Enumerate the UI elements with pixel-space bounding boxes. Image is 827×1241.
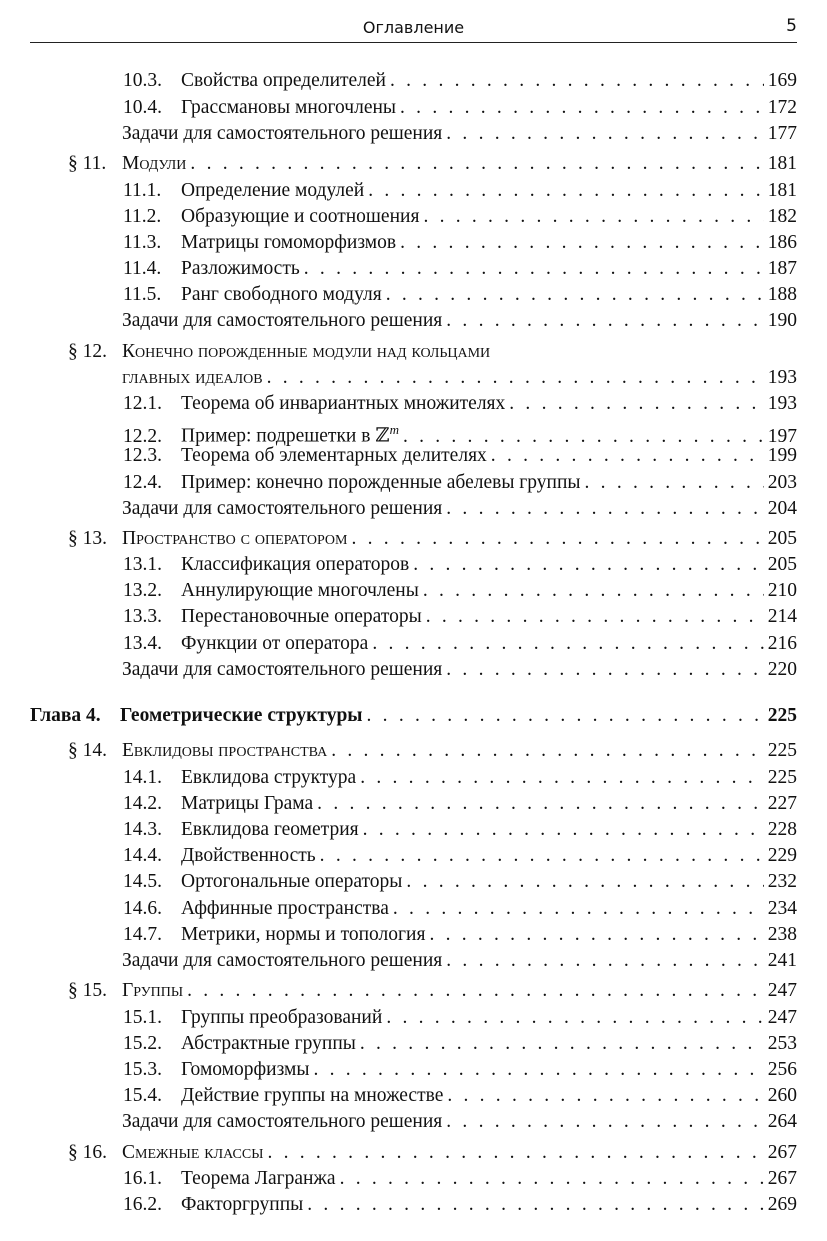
toc-entry-title <box>181 604 422 630</box>
toc-entry-title-text: Смежные классы <box>122 1142 264 1163</box>
toc-entry-title-text: Двойственность <box>181 845 316 866</box>
toc-entry-number: 12.1. <box>123 393 162 414</box>
toc-entry[interactable] <box>30 470 797 496</box>
toc-entry[interactable] <box>30 1057 797 1083</box>
toc-entry-title <box>120 703 363 729</box>
toc-entry[interactable] <box>30 151 797 177</box>
toc-entry[interactable] <box>30 95 797 121</box>
toc-entry-number: 12.2. <box>123 425 162 447</box>
toc-entry-title <box>181 470 581 496</box>
toc-entry-title-text: Факторгруппы <box>181 1194 304 1215</box>
toc-entry-title-text: главных идеалов <box>122 367 263 388</box>
toc-entry[interactable] <box>30 1109 797 1135</box>
toc-entry-number: 14.1. <box>123 767 162 788</box>
toc-entry-title-text: Евклидова геометрия <box>181 819 359 840</box>
toc-entry-page: 225 <box>767 767 797 788</box>
toc-entry-page: 181 <box>767 180 797 201</box>
toc-entry-page: 205 <box>767 554 797 575</box>
toc-entry-title-text: Перестановочные операторы <box>181 606 422 627</box>
toc-entry-title-text: Матрицы Грама <box>181 793 314 814</box>
toc-entry-page: 269 <box>767 1194 797 1215</box>
dot-leader <box>367 703 764 729</box>
toc-entry-title <box>181 1005 382 1031</box>
toc-entry[interactable] <box>30 365 797 391</box>
toc-entry[interactable] <box>30 1005 797 1031</box>
toc-entry-page: 264 <box>767 1111 797 1132</box>
toc-entry-title-text: Задачи для самостоятельного решения <box>122 123 443 144</box>
toc-entry[interactable] <box>30 1140 797 1166</box>
toc-entry-title <box>181 1083 443 1109</box>
dot-leader <box>386 1005 763 1031</box>
toc-entry-title-text: Теорема об инвариантных множителях <box>181 393 506 414</box>
dot-leader <box>446 308 763 334</box>
dot-leader <box>491 443 764 469</box>
toc-entry-title-text: Евклидова структура <box>181 767 357 788</box>
toc-entry-number: 14.7. <box>123 924 162 945</box>
toc-entry-number: 13.4. <box>123 633 162 654</box>
dot-leader <box>446 948 763 974</box>
toc-entry[interactable] <box>30 791 797 817</box>
toc-entry-page: 267 <box>767 1168 797 1189</box>
toc-entry-title <box>122 121 442 147</box>
dot-leader <box>372 631 763 657</box>
toc-entry-title <box>181 578 419 604</box>
toc-entry[interactable] <box>30 552 797 578</box>
dot-leader <box>429 922 763 948</box>
toc-entry-page: 177 <box>767 123 797 144</box>
toc-entry-page: 216 <box>767 633 797 654</box>
toc-entry[interactable] <box>30 68 797 94</box>
toc-entry-number: 14.3. <box>123 819 162 840</box>
toc-entry-page: 186 <box>767 232 797 253</box>
toc-entry-title <box>122 657 442 683</box>
toc-entry-title-text: Разложимость <box>181 258 300 279</box>
toc-entry-title <box>181 765 356 791</box>
toc-entry-title-text: Действие группы на множестве <box>181 1085 444 1106</box>
toc-entry-title-text: Грассмановы многочлены <box>181 97 397 118</box>
toc-entry-page: 203 <box>767 472 797 493</box>
toc-entry[interactable] <box>30 978 797 1004</box>
toc-entry[interactable] <box>30 308 797 334</box>
toc-entry-page: 181 <box>767 153 797 174</box>
toc-entry-title-text: Аффинные пространства <box>181 898 389 919</box>
toc-entry-title <box>181 1057 309 1083</box>
toc-entry-number: § 12. <box>68 341 107 362</box>
toc-entry-page: 234 <box>767 898 797 919</box>
toc-entry[interactable] <box>30 817 797 843</box>
toc-entry-number: § 14. <box>68 740 107 761</box>
toc-entry-title-text: Ортогональные операторы <box>181 871 403 892</box>
toc-entry-title-text: Задачи для самостоятельного решения <box>122 498 443 519</box>
dot-leader <box>446 496 763 522</box>
toc-entry-title-text: Пространство с оператором <box>122 528 348 549</box>
toc-entry-page: 169 <box>767 70 797 91</box>
header-page-number: 5 <box>786 16 797 36</box>
toc-entry-page: 256 <box>767 1059 797 1080</box>
toc-entry-page: 193 <box>767 393 797 414</box>
toc-entry[interactable] <box>30 1166 797 1192</box>
toc-entry-page: 227 <box>767 793 797 814</box>
dot-leader <box>400 230 764 256</box>
toc-entry-page: 229 <box>767 845 797 866</box>
toc-entry-title <box>181 631 368 657</box>
toc-entry-number: Глава 4. <box>30 705 101 726</box>
toc-entry[interactable] <box>30 896 797 922</box>
toc-entry[interactable] <box>30 230 797 256</box>
toc-entry-title-text: Модули <box>122 153 187 174</box>
toc-entry-title-text: Пример: конечно порожденные абелевы группы <box>181 472 581 493</box>
toc-entry-title <box>122 151 186 177</box>
dot-leader <box>331 738 764 764</box>
dot-leader <box>313 1057 763 1083</box>
toc-entry-number: 16.2. <box>123 1194 162 1215</box>
toc-entry-page: 188 <box>767 284 797 305</box>
toc-entry[interactable] <box>30 738 797 764</box>
toc-entry-page: 199 <box>767 445 797 466</box>
toc-entry-number: 10.4. <box>123 97 162 118</box>
toc-entry-number: § 16. <box>68 1142 107 1163</box>
toc-entry-title <box>181 896 389 922</box>
dot-leader <box>413 552 764 578</box>
toc-entry[interactable] <box>30 526 797 552</box>
toc-entry-page: 228 <box>767 819 797 840</box>
toc-entry-number: § 15. <box>68 980 107 1001</box>
toc-entry-title-text: Определение модулей <box>181 180 365 201</box>
toc-entry-title-text: Функции от оператора <box>181 633 369 654</box>
toc-entry-title-text: Аннулирующие многочлены <box>181 580 419 601</box>
toc-entry[interactable] <box>30 922 797 948</box>
toc-entry-title-text: Евклидовы пространства <box>122 740 328 761</box>
toc-entry-page: 197 <box>767 425 797 447</box>
toc-entry-title-text: Задачи для самостоятельного решения <box>122 1111 443 1132</box>
dot-leader <box>307 1192 763 1218</box>
toc-entry[interactable] <box>30 631 797 657</box>
header-title: Оглавление <box>362 18 465 37</box>
toc-entry-title <box>122 526 348 552</box>
toc-entry-title-text: Метрики, нормы и топология <box>181 924 426 945</box>
toc-entry-title <box>181 95 396 121</box>
dot-leader <box>390 68 764 94</box>
toc-entry[interactable] <box>30 496 797 522</box>
toc-entry-title <box>181 256 300 282</box>
dot-leader <box>426 604 764 630</box>
toc-entry-number: 11.2. <box>123 206 162 227</box>
toc-entry-title-text: Пример: подрешетки в ℤ <box>181 425 390 447</box>
toc-entry-page: 238 <box>767 924 797 945</box>
toc-entry-title <box>181 1166 336 1192</box>
toc-entry-title <box>181 843 316 869</box>
toc-entry-number: § 13. <box>68 528 107 549</box>
dot-leader <box>386 282 764 308</box>
toc-entry-number: 11.5. <box>123 284 162 305</box>
dot-leader <box>190 151 763 177</box>
dot-leader <box>363 817 764 843</box>
toc-entry-page: 214 <box>767 606 797 627</box>
toc-entry-page: 204 <box>767 498 797 519</box>
toc-entry[interactable] <box>30 703 797 729</box>
dot-leader <box>393 896 764 922</box>
toc-entry-title <box>181 443 487 469</box>
toc-entry-title <box>181 817 359 843</box>
toc-entry-title <box>181 282 382 308</box>
toc-entry[interactable] <box>30 417 797 447</box>
toc-entry-page: 241 <box>767 950 797 971</box>
dot-leader <box>585 470 764 496</box>
toc-entry-title <box>122 339 490 365</box>
toc-entry[interactable] <box>30 843 797 869</box>
toc-entry-title-text: Задачи для самостоятельного решения <box>122 310 443 331</box>
toc-entry[interactable] <box>30 1083 797 1109</box>
toc-entry-title <box>181 178 364 204</box>
dot-leader <box>447 1083 763 1109</box>
toc-entry-title <box>181 204 419 230</box>
toc-entry-title-text: Матрицы гомоморфизмов <box>181 232 397 253</box>
dot-leader <box>509 391 763 417</box>
toc-entry[interactable] <box>30 657 797 683</box>
dot-leader <box>423 578 764 604</box>
dot-leader <box>267 1140 763 1166</box>
toc-entry[interactable] <box>30 869 797 895</box>
dot-leader <box>400 95 764 121</box>
toc-entry-title-text: Группы <box>122 980 184 1001</box>
dot-leader <box>423 204 763 230</box>
toc-entry-title <box>181 230 396 256</box>
toc-entry-page: 193 <box>767 367 797 388</box>
toc-entry-page: 267 <box>767 1142 797 1163</box>
toc-entry-title-text: Геометрические структуры <box>120 705 363 726</box>
toc-entry[interactable] <box>30 178 797 204</box>
toc-entry[interactable] <box>30 391 797 417</box>
toc-entry[interactable] <box>30 578 797 604</box>
toc-entry-title <box>181 1192 303 1218</box>
toc-entry-number: 14.6. <box>123 898 162 919</box>
dot-leader <box>446 121 763 147</box>
toc-entry-title <box>122 496 442 522</box>
dot-leader <box>340 1166 764 1192</box>
dot-leader <box>320 843 764 869</box>
toc-entry-page: 172 <box>767 97 797 118</box>
toc-entry-title-text: Ранг свободного модуля <box>181 284 382 305</box>
toc-entry-title <box>122 1140 263 1166</box>
toc-entry-title-text: Образующие и соотношения <box>181 206 420 227</box>
toc-entry-page: 190 <box>767 310 797 331</box>
toc-entry-title <box>181 1031 356 1057</box>
toc-entry-title <box>122 1109 442 1135</box>
toc-entry-number: 14.4. <box>123 845 162 866</box>
dot-leader <box>360 1031 764 1057</box>
toc-entry-number: 12.4. <box>123 472 162 493</box>
toc-entry[interactable] <box>30 204 797 230</box>
toc-entry-title-text: Конечно порожденные модули над кольцами <box>122 341 491 362</box>
toc-entry-number: 13.3. <box>123 606 162 627</box>
toc-entry-number: § 11. <box>68 153 107 174</box>
toc-entry-page: 232 <box>767 871 797 892</box>
toc-entry-title <box>181 791 313 817</box>
toc-entry-title <box>122 978 183 1004</box>
toc-entry-title <box>181 869 402 895</box>
toc-entry-number: 11.4. <box>123 258 162 279</box>
toc-entry-page: 247 <box>767 980 797 1001</box>
toc-entry-title <box>122 308 442 334</box>
toc-entry-title <box>181 922 425 948</box>
toc-entry-number: 14.5. <box>123 871 162 892</box>
toc-entry-title <box>181 391 505 417</box>
toc-entry-number: 14.2. <box>123 793 162 814</box>
toc-entry-number: 15.4. <box>123 1085 162 1106</box>
toc-entry-page: 187 <box>767 258 797 279</box>
toc-entry-title-text: Теорема Лагранжа <box>181 1168 336 1189</box>
toc-entry-number: 11.1. <box>123 180 162 201</box>
toc-entry-title-text: Гомоморфизмы <box>181 1059 310 1080</box>
toc-entry-title <box>181 68 386 94</box>
dot-leader <box>267 365 764 391</box>
running-header <box>30 14 797 43</box>
dot-leader <box>352 526 764 552</box>
toc-entry[interactable] <box>30 121 797 147</box>
toc-entry-page: 210 <box>767 580 797 601</box>
toc-entry[interactable] <box>30 282 797 308</box>
toc-entry-number: 12.3. <box>123 445 162 466</box>
toc-entry-page: 253 <box>767 1033 797 1054</box>
toc-entry-title-text: Задачи для самостоятельного решения <box>122 659 443 680</box>
dot-leader <box>317 791 764 817</box>
dot-leader <box>446 1109 763 1135</box>
toc-entry-page: 225 <box>767 705 797 726</box>
toc-entry-number: 13.2. <box>123 580 162 601</box>
dot-leader <box>304 256 764 282</box>
toc-entry[interactable] <box>30 443 797 469</box>
dot-leader <box>360 765 764 791</box>
toc-entry-superscript: m <box>389 422 399 437</box>
toc-entry-page: 225 <box>767 740 797 761</box>
toc-entry-title-text: Абстрактные группы <box>181 1033 356 1054</box>
toc-entry-title-text: Свойства определителей <box>181 70 386 91</box>
toc-entry-title-text: Задачи для самостоятельного решения <box>122 950 443 971</box>
toc-entry[interactable] <box>30 339 797 365</box>
dot-leader <box>368 178 764 204</box>
toc-entry-title-text: Теорема об элементарных делителях <box>181 445 487 466</box>
toc-entry-number: 13.1. <box>123 554 162 575</box>
toc-entry-number: 15.1. <box>123 1007 162 1028</box>
toc-entry-number: 11.3. <box>123 232 162 253</box>
toc-entry-page: 220 <box>767 659 797 680</box>
dot-leader <box>406 869 763 895</box>
toc-entry[interactable] <box>30 765 797 791</box>
toc-entry-title <box>122 365 263 391</box>
toc-entry[interactable] <box>30 256 797 282</box>
toc-entry-number: 15.2. <box>123 1033 162 1054</box>
toc-entry-page: 205 <box>767 528 797 549</box>
toc-entry-title <box>181 552 409 578</box>
dot-leader <box>446 657 763 683</box>
toc-entry-title-text: Группы преобразований <box>181 1007 383 1028</box>
toc-entry-title <box>122 738 327 764</box>
toc-entry[interactable] <box>30 604 797 630</box>
toc-entry-title <box>122 948 442 974</box>
toc-entry[interactable] <box>30 1031 797 1057</box>
toc-entry-page: 247 <box>767 1007 797 1028</box>
toc-entry[interactable] <box>30 948 797 974</box>
toc-entry-page: 260 <box>767 1085 797 1106</box>
toc-entry-title-text: Классификация операторов <box>181 554 410 575</box>
dot-leader <box>187 978 764 1004</box>
toc-entry-number: 15.3. <box>123 1059 162 1080</box>
toc-entry-number: 10.3. <box>123 70 162 91</box>
toc-entry-number: 16.1. <box>123 1168 162 1189</box>
toc-entry[interactable] <box>30 1192 797 1218</box>
toc-entry-page: 182 <box>767 206 797 227</box>
